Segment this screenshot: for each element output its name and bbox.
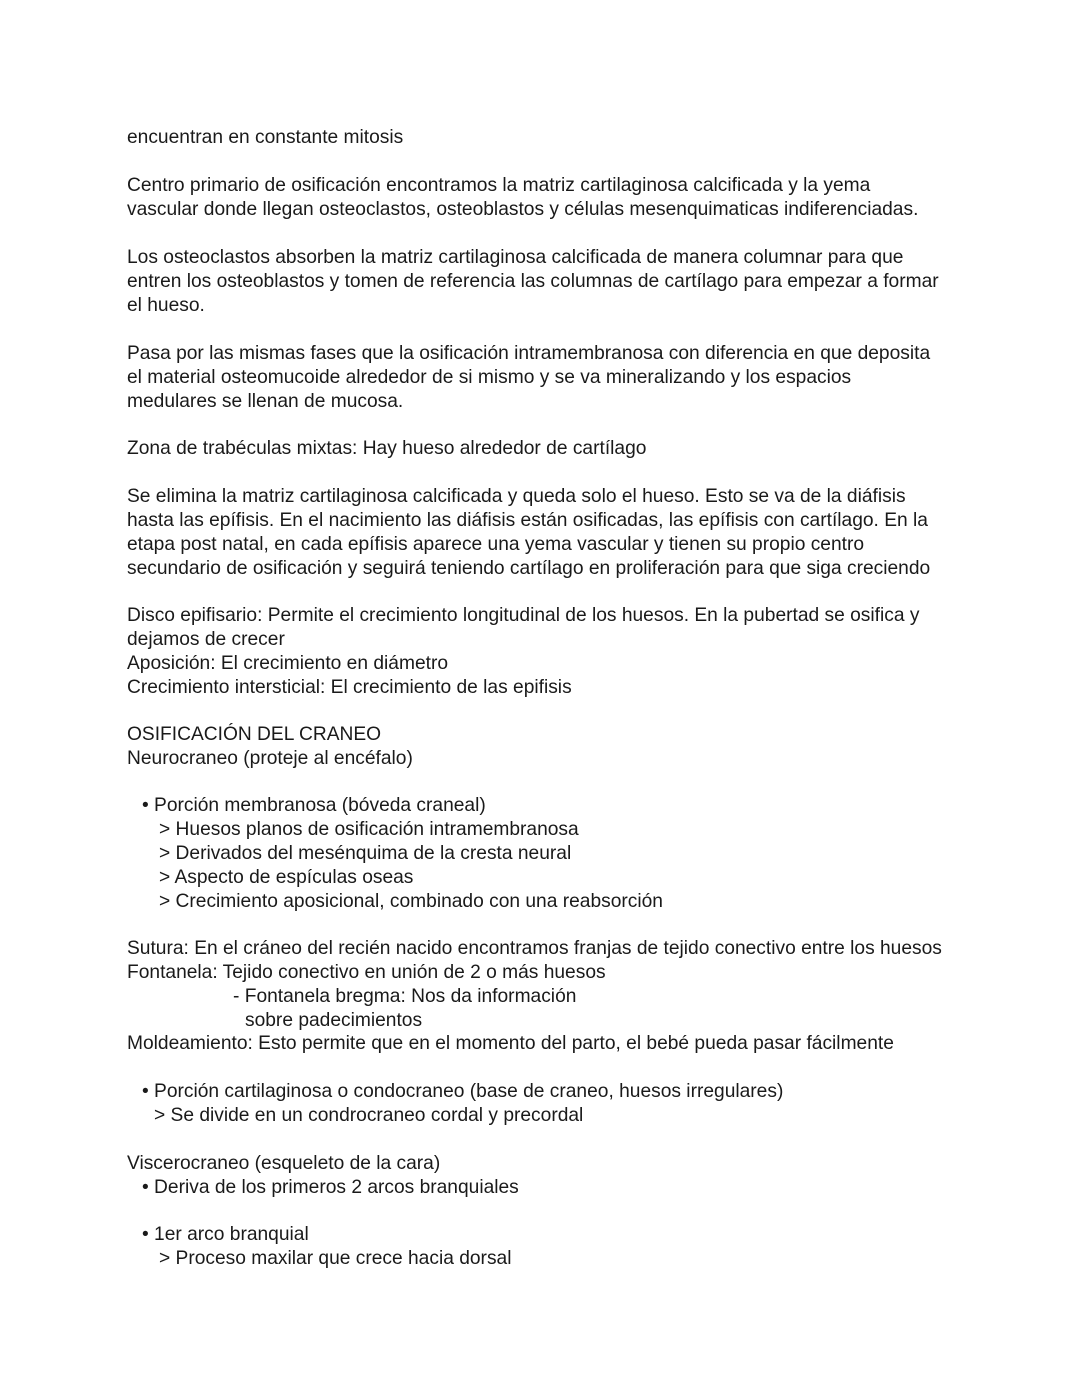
text-line: secundario de osificación y seguirá teniendo cartílago en proliferación para que siga creciendo: [127, 558, 931, 579]
text-line: sobre padecimientos: [245, 1010, 423, 1031]
text-line: > Se divide en un condrocraneo cordal y precordal: [154, 1105, 584, 1126]
text-line: Crecimiento intersticial: El crecimiento de las epifisis: [127, 677, 572, 698]
text-line: Sutura: En el cráneo del recién nacido encontramos franjas de tejido conectivo entre los huesos: [127, 938, 942, 959]
text-line: > Aspecto de espículas oseas: [159, 867, 414, 888]
text-line: Moldeamiento: Esto permite que en el momento del parto, el bebé pueda pasar fácilmente: [127, 1033, 894, 1054]
text-line: • Porción cartilaginosa o condocraneo (base de craneo, huesos irregulares): [142, 1081, 784, 1102]
text-line: etapa post natal, en cada epífisis aparece una yema vascular y tienen su propio centro: [127, 534, 865, 555]
text-line: encuentran en constante mitosis: [127, 127, 404, 148]
text-line: dejamos de crecer: [127, 629, 285, 650]
text-line: hasta las epífisis. En el nacimiento las diáfisis están osificadas, las epífisis con cartílago. En la: [127, 510, 928, 531]
text-line: Aposición: El crecimiento en diámetro: [127, 653, 449, 674]
text-line: > Huesos planos de osificación intramembranosa: [159, 819, 579, 840]
text-line: el hueso.: [127, 295, 205, 316]
text-line: Se elimina la matriz cartilaginosa calcificada y queda solo el hueso. Esto se va de la diáfisis: [127, 486, 906, 507]
text-line: entren los osteoblastos y tomen de referencia las columnas de cartílago para empezar a formar: [127, 271, 939, 292]
text-line: Zona de trabéculas mixtas: Hay hueso alrededor de cartílago: [127, 438, 647, 459]
text-line: Disco epifisario: Permite el crecimiento longitudinal de los huesos. En la pubertad se osifica y: [127, 605, 920, 626]
text-line: medulares se llenan de mucosa.: [127, 391, 404, 412]
text-line: Fontanela: Tejido conectivo en unión de 2 o más huesos: [127, 962, 606, 983]
text-line: el material osteomucoide alrededor de si mismo y se va mineralizando y los espacios: [127, 367, 852, 388]
text-line: Pasa por las mismas fases que la osificación intramembranosa con diferencia en que deposita: [127, 343, 931, 364]
text-line: • Deriva de los primeros 2 arcos branquiales: [142, 1177, 519, 1198]
text-line: - Fontanela bregma: Nos da información: [233, 986, 577, 1007]
text-line: Viscerocraneo (esqueleto de la cara): [127, 1153, 441, 1174]
text-line: Centro primario de osificación encontramos la matriz cartilaginosa calcificada y la yema: [127, 175, 871, 196]
text-line: Los osteoclastos absorben la matriz cartilaginosa calcificada de manera columnar para que: [127, 247, 904, 268]
text-line: OSIFICACIÓN DEL CRANEO: [127, 724, 382, 745]
text-line: vascular donde llegan osteoclastos, osteoblastos y células mesenquimaticas indiferenciadas.: [127, 199, 919, 220]
text-line: • 1er arco branquial: [142, 1224, 309, 1245]
text-line: > Derivados del mesénquima de la cresta neural: [159, 843, 572, 864]
text-line: > Proceso maxilar que crece hacia dorsal: [159, 1248, 512, 1269]
text-line: > Crecimiento aposicional, combinado con una reabsorción: [159, 891, 663, 912]
text-line: • Porción membranosa (bóveda craneal): [142, 795, 486, 816]
text-line: Neurocraneo (proteje al encéfalo): [127, 748, 413, 769]
